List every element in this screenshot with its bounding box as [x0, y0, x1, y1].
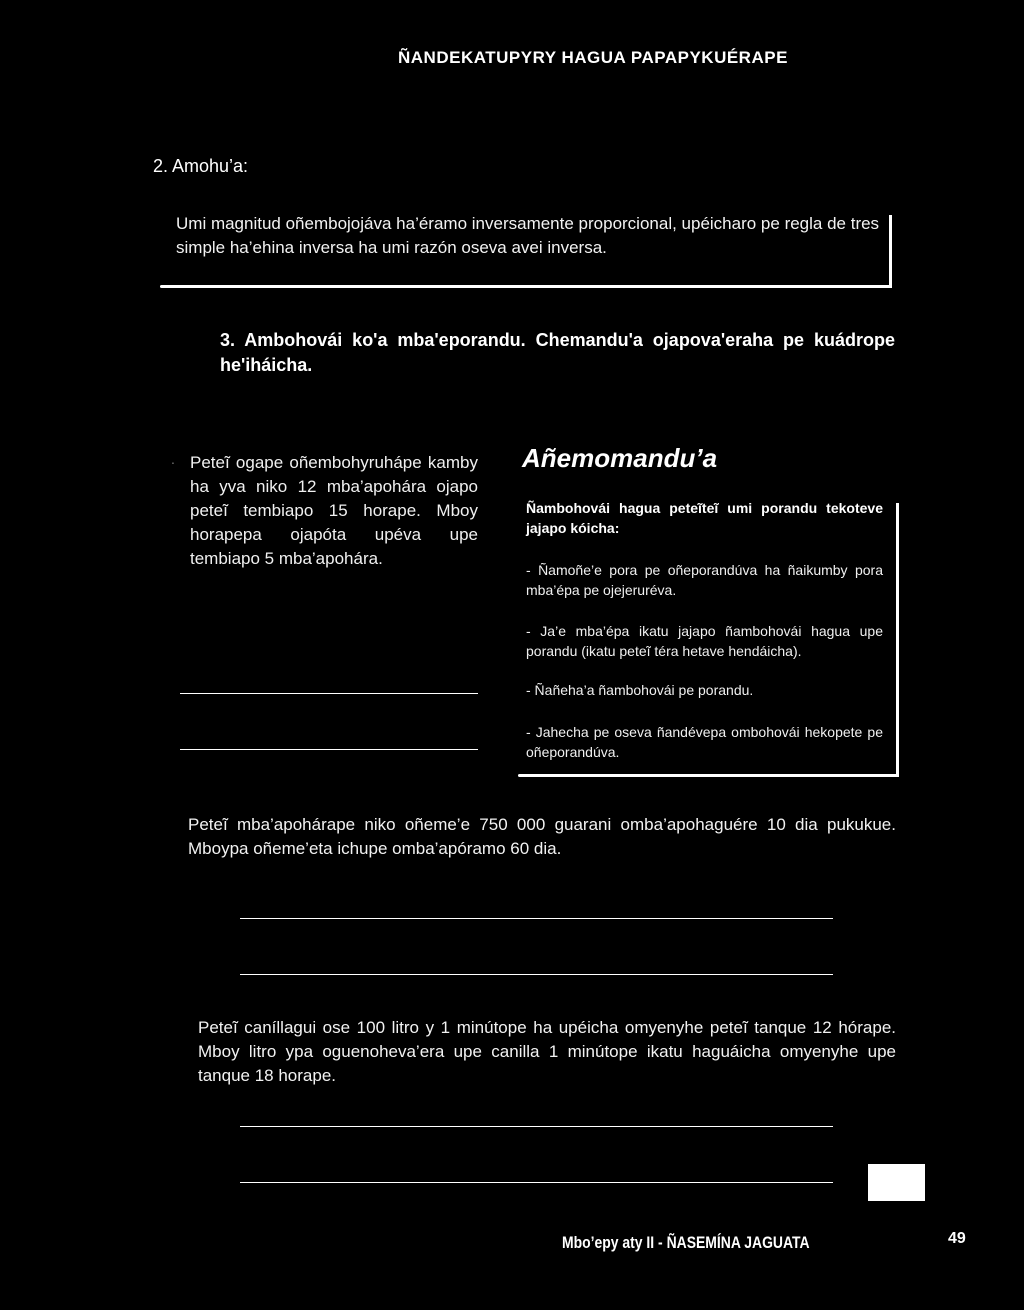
- section-2-heading: 2. Amohu’a:: [153, 156, 249, 176]
- problem-1-bullet: .: [171, 451, 175, 467]
- problem-1-text: Peteĩ ogape oñembohyruhápe kamby ha yva niko 12 mba’apohára ojapo peteĩ tembiapo 15 horape. Mboy horapepa ojapóta upéva upe tembiapo 5 mba’apohára.: [190, 453, 478, 568]
- section-2-paragraph: Umi magnitud oñembojojáva ha’éramo inversamente proporcional, upéicharo pe regla de tres simple ha’ehina inversa ha umi razón oseva avei inversa.: [176, 214, 880, 257]
- white-block-decoration: [868, 1164, 925, 1201]
- section-3-heading: 3. Ambohovái ko'a mba'eporandu. Chemandu'a ojapova'eraha pe kuádrope he'iháicha.: [220, 330, 895, 375]
- footer-book-title: Mbo’epy aty II - ÑASEMÍNA JAGUATA: [562, 1233, 810, 1252]
- tips-box-title: Añemomandu’a: [522, 443, 718, 473]
- problem-3-answer-line-2[interactable]: [240, 1182, 833, 1183]
- problem-1-answer-line-1[interactable]: [180, 693, 478, 694]
- tips-item-2: - Ja’e mba’épa ikatu jajapo ñambohovái hagua upe porandu (ikatu peteĩ téra hetave hendáicha).: [526, 623, 883, 659]
- section-2-box-bottom-border: [160, 285, 892, 288]
- tips-item-4: - Jahecha pe oseva ñandévepa ombohovái hekopete pe oñeporandúva.: [526, 724, 883, 760]
- problem-2-text: Peteĩ mba’apohárape niko oñeme’e 750 000 guarani omba’apohaguére 10 dia pukukue. Mboypa oñeme’eta ichupe omba’apóramo 60 dia.: [188, 815, 896, 858]
- problem-3-text: Peteĩ caníllagui ose 100 litro y 1 minútope ha upéicha omyenyhe peteĩ tanque 12 hórape. Mboy litro ypa oguenoheva’era upe canilla 1 minútope ikatu haguáicha omyenyhe upe tanque 18 horape.: [198, 1018, 896, 1085]
- problem-3-answer-line-1[interactable]: [240, 1126, 833, 1127]
- tips-box-intro: Ñambohovái hagua peteĩteĩ umi porandu tekoteve jajapo kóicha:: [526, 500, 883, 536]
- tips-item-3: - Ñañeha’a ñambohovái pe porandu.: [526, 682, 754, 698]
- problem-1-answer-line-2[interactable]: [180, 749, 478, 750]
- tips-box-right-border: [896, 503, 899, 777]
- page-header-title: ÑANDEKATUPYRY HAGUA PAPAPYKUÉRAPE: [398, 48, 788, 67]
- problem-2-answer-line-2[interactable]: [240, 974, 833, 975]
- tips-box-bottom-border: [518, 774, 899, 777]
- page-number: 49: [948, 1230, 966, 1247]
- tips-item-1: - Ñamoñe’e pora pe oñeporandúva ha ñaikumby pora mba’épa pe ojejeruréva.: [526, 562, 883, 598]
- section-2-box-right-border: [889, 215, 892, 288]
- problem-2-answer-line-1[interactable]: [240, 918, 833, 919]
